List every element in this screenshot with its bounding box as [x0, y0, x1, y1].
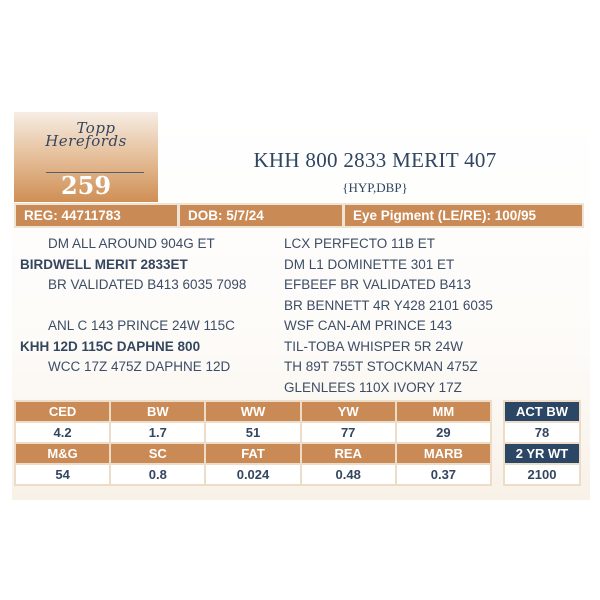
yr2-wt-label: 2 YR WT [505, 444, 579, 463]
pedigree-entry: TH 89T 755T STOCKMAN 475Z [284, 359, 478, 374]
yr2-wt-value: 2100 [505, 465, 579, 484]
pedigree-entry: DM ALL AROUND 904G ET [48, 236, 215, 251]
info-bar [14, 203, 584, 228]
animal-name: KHH 800 2833 MERIT 407 [253, 148, 497, 172]
epd-header: SC [111, 444, 204, 463]
pedigree-entry: BR VALIDATED B413 6035 7098 [48, 277, 247, 292]
epd-value: 77 [302, 423, 395, 442]
epd-value: 0.37 [397, 465, 490, 484]
epd-header: MARB [397, 444, 490, 463]
pedigree-entry: WSF CAN-AM PRINCE 143 [284, 318, 453, 333]
sire: BIRDWELL MERIT 2833ET [20, 256, 188, 272]
animal-designations: {HYP,DBP} [342, 180, 408, 195]
pedigree-left [20, 234, 246, 378]
epd-header: MM [397, 402, 490, 421]
epd-value: 1.7 [111, 423, 204, 442]
epd-header: M&G [16, 444, 109, 463]
epd-value: 0.48 [302, 465, 395, 484]
logo-line1: Topp [76, 119, 116, 137]
dob: DOB: 5/7/24 [180, 205, 342, 226]
epd-header: FAT [206, 444, 299, 463]
pedigree-entry: TIL-TOBA WHISPER 5R 24W [284, 338, 464, 354]
logo [36, 119, 136, 150]
pedigree-entry: LCX PERFECTO 11B ET [284, 236, 436, 251]
epd-value: 4.2 [16, 423, 109, 442]
pedigree-blank [20, 296, 246, 317]
epd-header: YW [302, 402, 395, 421]
reg-number: REG: 44711783 [16, 205, 177, 226]
epd-header: CED [16, 402, 109, 421]
pedigree-entry: WCC 17Z 475Z DAPHNE 12D [48, 359, 231, 374]
epd-value: 29 [397, 423, 490, 442]
act-bw-label: ACT BW [505, 402, 579, 421]
pedigree-entry: GLENLEES 110X IVORY 17Z [284, 379, 462, 395]
pedigree-entry: ANL C 143 PRINCE 24W 115C [48, 318, 235, 333]
eye-pigment: Eye Pigment (LE/RE): 100/95 [345, 205, 582, 226]
logo-box [14, 112, 158, 202]
epd-header: WW [206, 402, 299, 421]
pedigree-right [284, 234, 493, 398]
epd-value: 54 [16, 465, 109, 484]
logo-line2: Herefords [45, 132, 127, 150]
epd-value: 0.024 [206, 465, 299, 484]
lot-number: 259 [60, 171, 112, 200]
actuals-table [503, 400, 581, 486]
pedigree-entry: EFBEEF BR VALIDATED B413 [284, 277, 472, 292]
dam: KHH 12D 115C DAPHNE 800 [20, 338, 201, 354]
act-bw-value: 78 [505, 423, 579, 442]
epd-header: BW [111, 402, 204, 421]
epd-header: REA [302, 444, 395, 463]
epd-value: 51 [206, 423, 299, 442]
epd-value: 0.8 [111, 465, 204, 484]
epd-table [14, 400, 492, 486]
pedigree-entry: BR BENNETT 4R Y428 2101 6035 [284, 297, 493, 313]
pedigree-entry: DM L1 DOMINETTE 301 ET [284, 256, 455, 272]
